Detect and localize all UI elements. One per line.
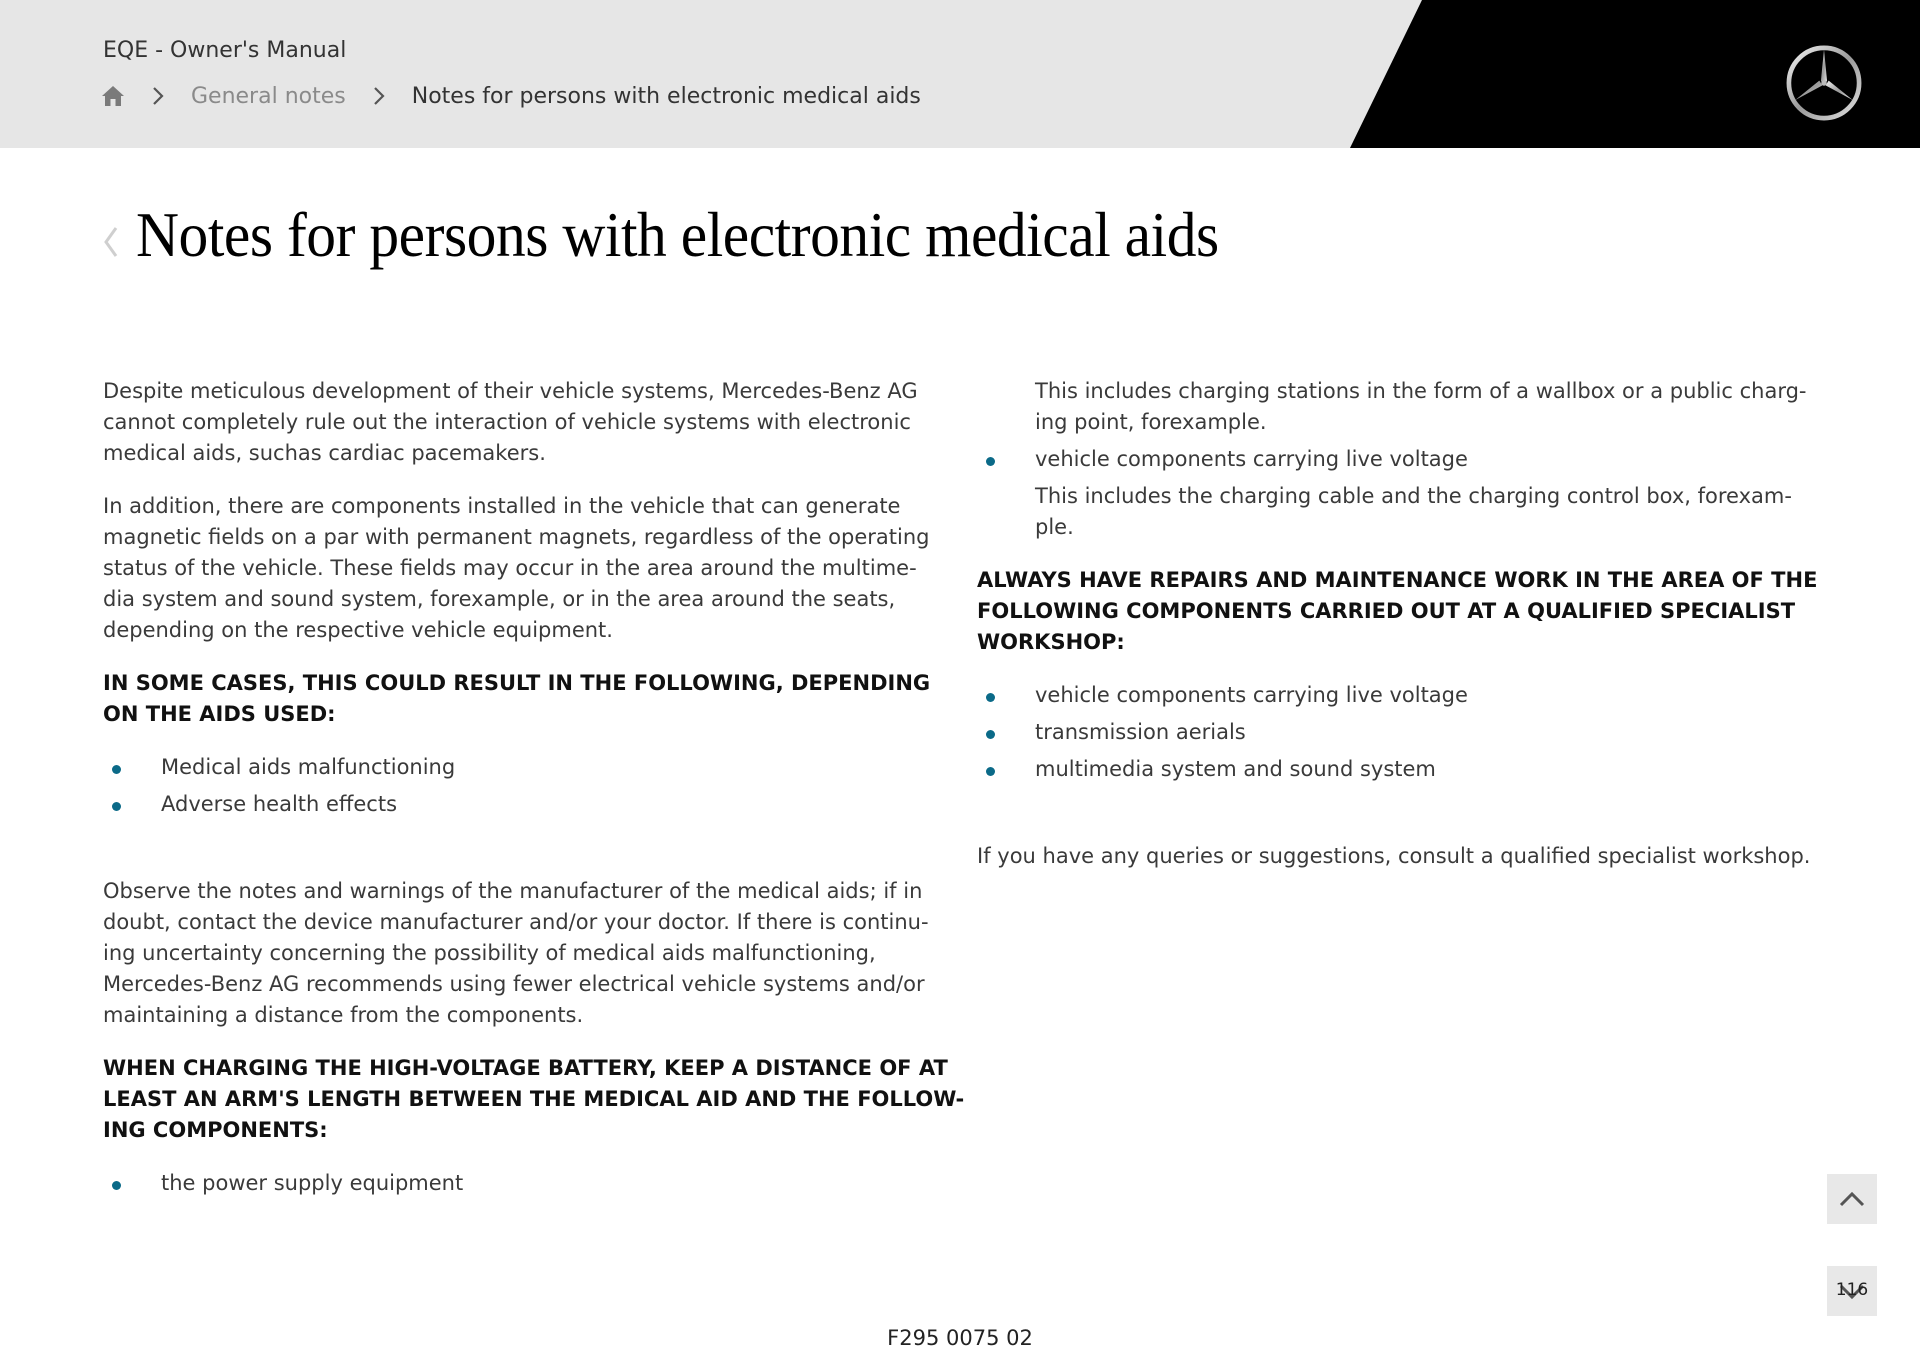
chevron-right-icon: [147, 85, 169, 107]
list-item: Adverse health effects: [103, 789, 933, 820]
page-number: 116: [1835, 1280, 1869, 1300]
paragraph: In addition, there are components installed in the vehicle that can generate magnetic fields on a par with permanent magnets, regardless of the operating status of the vehicle. These fields may occur in the area around the multime- dia system and sound system, forexample, or in the area around the seats, depending on the respective vehicle equipment.: [103, 494, 930, 642]
list-item: vehicle components carrying live voltage: [977, 680, 1807, 711]
list-item: vehicle components carrying live voltage: [977, 444, 1807, 475]
list-item: multimedia system and sound system: [977, 754, 1807, 785]
bullet-icon: [112, 802, 121, 811]
bullet-list: [103, 1168, 933, 1199]
list-item: transmission aerials: [977, 717, 1807, 748]
chevron-right-icon: [368, 85, 390, 107]
chevron-left-icon[interactable]: [100, 222, 122, 262]
breadcrumb-current-page: Notes for persons with electronic medical aids: [411, 83, 921, 109]
bullet-list: [977, 444, 1807, 475]
content-right-column: [977, 376, 1818, 894]
paragraph: If you have any queries or suggestions, consult a qualified specialist workshop.: [977, 844, 1811, 868]
footer-code: F295 0075 02: [887, 1326, 1033, 1350]
bullet-list: [977, 680, 1807, 785]
chevron-up-icon: [1837, 1184, 1867, 1214]
section-heading: IN SOME CASES, THIS COULD RESULT IN THE FOLLOWING, DEPENDING ON THE AIDS USED:: [103, 671, 931, 726]
bullet-icon: [112, 765, 121, 774]
breadcrumb: [101, 80, 921, 112]
bullet-icon: [986, 693, 995, 702]
bullet-list: [103, 752, 933, 820]
list-item-continuation: This includes charging stations in the form of a wallbox or a public charg- ing point, forexample.: [1035, 379, 1807, 434]
bullet-icon: [986, 767, 995, 776]
bullet-icon: [112, 1181, 121, 1190]
home-icon[interactable]: [101, 84, 125, 108]
bullet-icon: [986, 730, 995, 739]
scroll-up-button[interactable]: [1827, 1174, 1877, 1224]
bullet-icon: [986, 457, 995, 466]
section-heading: ALWAYS HAVE REPAIRS AND MAINTENANCE WORK IN THE AREA OF THE FOLLOWING COMPONENTS CARRIED OUT AT A QUALIFIED SPECIALIST WORKSHOP:: [977, 568, 1818, 654]
section-heading: WHEN CHARGING THE HIGH-VOLTAGE BATTERY, KEEP A DISTANCE OF AT LEAST AN ARM'S LENGTH BETWEEN THE MEDICAL AID AND THE FOLLOW- ING COMPONENTS:: [103, 1056, 965, 1142]
list-item: Medical aids malfunctioning: [103, 752, 933, 783]
page-title: Notes for persons with electronic medical aids: [136, 199, 1219, 270]
list-item: the power supply equipment: [103, 1168, 933, 1199]
manual-title: EQE - Owner's Manual: [103, 38, 347, 63]
content-left-column: [103, 376, 965, 1221]
paragraph: Despite meticulous development of their vehicle systems, Mercedes-Benz AG cannot completely rule out the interaction of vehicle systems with electronic medical aids, suchas cardiac pacemakers.: [103, 379, 918, 465]
mercedes-star-logo: [1785, 44, 1863, 122]
paragraph: Observe the notes and warnings of the manufacturer of the medical aids; if in doubt, contact the device manufacturer and/or your doctor. If there is continu- ing uncertainty concerning the possibility of medical aids malfunctioning, Mercedes-Benz AG recommends using fewer electrical vehicle systems and/or maintaining a distance from the components.: [103, 879, 929, 1027]
breadcrumb-general-notes[interactable]: General notes: [191, 83, 346, 109]
list-item-continuation: This includes the charging cable and the charging control box, forexam- ple.: [1035, 484, 1792, 539]
